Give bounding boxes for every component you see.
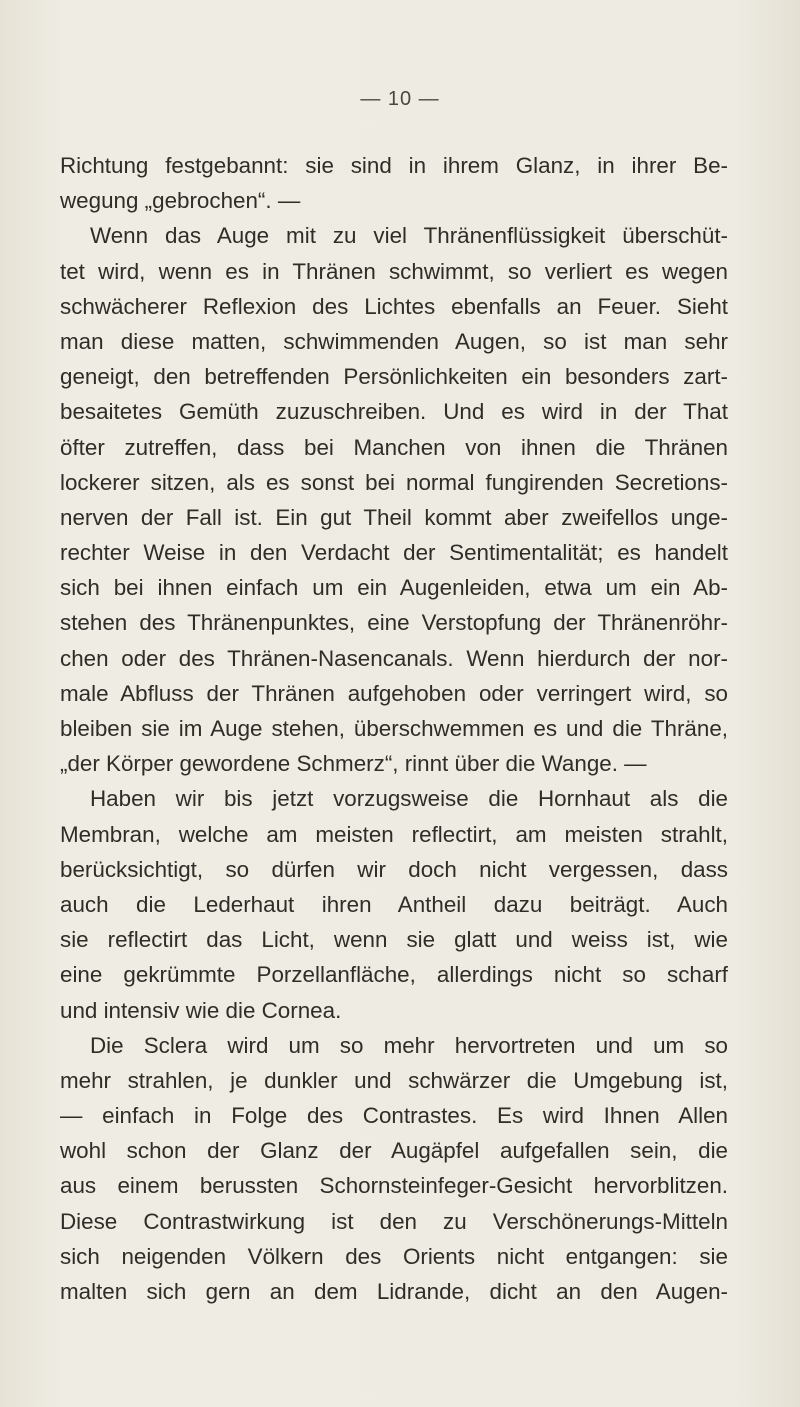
text-line: Die Sclera wird um so mehr hervortreten und um so xyxy=(90,1032,728,1058)
page-number: — 10 — xyxy=(360,88,440,110)
text-line: tet wird, wenn es in Thränen schwimmt, so verliert es wegen xyxy=(60,258,728,284)
text-line: — einfach in Folge des Contrastes. Es wird Ihnen Allen xyxy=(60,1103,728,1129)
text-line: man diese matten, schwimmenden Augen, so ist man sehr xyxy=(60,328,728,354)
text-line: rechter Weise in den Verdacht der Sentimentalität; es handelt xyxy=(60,540,728,566)
text-line: mehr strahlen, je dunkler und schwärzer die Umgebung ist, xyxy=(60,1067,728,1093)
text-line: nerven der Fall ist. Ein gut Theil kommt aber zweifellos unge- xyxy=(60,504,728,530)
text-line: auch die Lederhaut ihren Antheil dazu beiträgt. Auch xyxy=(60,891,728,917)
text-line: und intensiv wie die Cornea. xyxy=(60,997,342,1023)
text-line: geneigt, den betreffenden Persönlichkeiten ein besonders zart- xyxy=(60,364,728,390)
body-text xyxy=(60,148,728,1309)
text-line: stehen des Thränenpunktes, eine Verstopfung der Thränenröhr- xyxy=(60,610,728,636)
text-line: sie reflectirt das Licht, wenn sie glatt und weiss ist, wie xyxy=(60,927,728,953)
text-line: berücksichtigt, so dürfen wir doch nicht vergessen, dass xyxy=(60,856,728,882)
text-line: bleiben sie im Auge stehen, überschwemmen es und die Thräne, xyxy=(60,716,728,741)
text-line: Haben wir bis jetzt vorzugsweise die Hornhaut als die xyxy=(90,786,728,812)
text-line: wohl schon der Glanz der Augäpfel aufgefallen sein, die xyxy=(60,1138,728,1164)
text-line: Membran, welche am meisten reflectirt, am meisten strahlt, xyxy=(60,821,728,847)
text-line: Richtung festgebannt: sie sind in ihrem Glanz, in ihrer Be- xyxy=(60,153,728,178)
text-line: malten sich gern an dem Lidrande, dicht an den Augen- xyxy=(60,1279,728,1304)
text-line: sich neigenden Völkern des Orients nicht entgangen: sie xyxy=(60,1243,728,1269)
text-line: öfter zutreffen, dass bei Manchen von ihnen die Thränen xyxy=(60,434,728,460)
text-line: Diese Contrastwirkung ist den zu Verschönerungs-Mitteln xyxy=(60,1208,728,1234)
text-line: schwächerer Reflexion des Lichtes ebenfalls an Feuer. Sieht xyxy=(60,293,728,319)
text-line: chen oder des Thränen-Nasencanals. Wenn hierdurch der nor- xyxy=(60,645,728,671)
text-line: Wenn das Auge mit zu viel Thränenflüssigkeit überschüt- xyxy=(90,223,728,249)
text-line: lockerer sitzen, als es sonst bei normal fungirenden Secretions- xyxy=(60,469,728,495)
text-line: eine gekrümmte Porzellanfläche, allerdings nicht so scharf xyxy=(60,962,728,988)
text-line: sich bei ihnen einfach um ein Augenleiden, etwa um ein Ab- xyxy=(60,575,728,601)
text-line: „der Körper gewordene Schmerz“, rinnt über die Wange. — xyxy=(60,751,647,777)
text-line: wegung „gebrochen“. — xyxy=(60,188,301,214)
text-line: aus einem berussten Schornsteinfeger-Gesicht hervorblitzen. xyxy=(60,1173,728,1199)
text-line: besaitetes Gemüth zuzuschreiben. Und es wird in der That xyxy=(60,399,728,425)
text-line: male Abfluss der Thränen aufgehoben oder verringert wird, so xyxy=(60,680,728,706)
